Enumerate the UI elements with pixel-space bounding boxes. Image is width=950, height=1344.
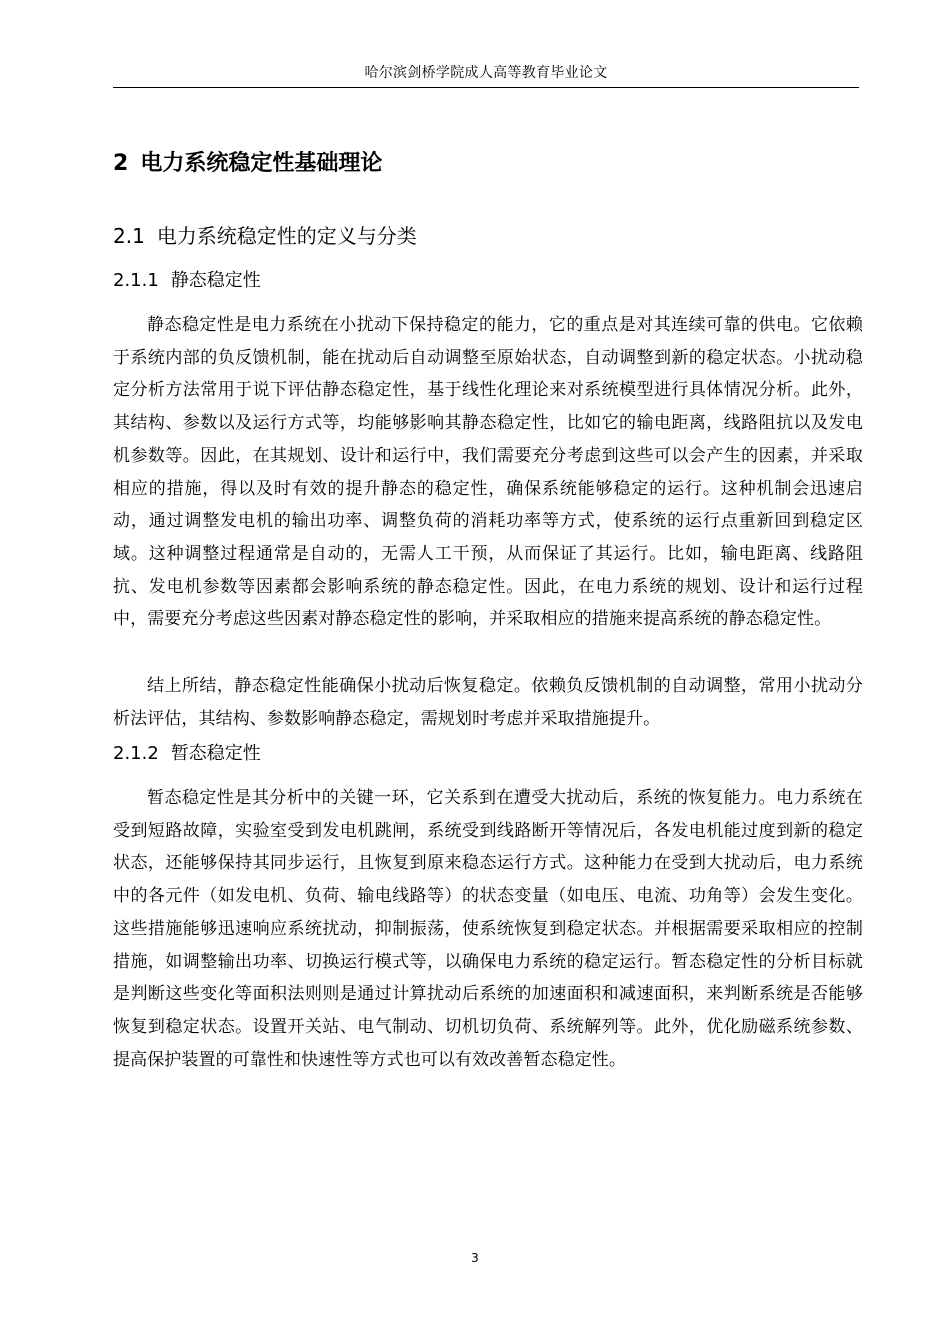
- chapter-title: [113, 149, 382, 179]
- subsection-number: 2.1.1: [113, 270, 159, 291]
- body-paragraph: 静态稳定性是电力系统在小扰动下保持稳定的能力，它的重点是对其连续可靠的供电。它依赖于系统内部的负反馈机制，能在扰动后自动调整至原始状态，自动调整到新的稳定状态。小扰动稳定分析方法常用于说下评估静态稳定性，基于线性化理论来对系统模型进行具体情况分析。此外，其结构、参数以及运行方式等，均能够影响其静态稳定性，比如它的输电距离，线路阻抗以及发电机参数等。因此，在其规划、设计和运行中，我们需要充分考虑到这些可以会产生的因素，并采取相应的措施，得以及时有效的提升静态的稳定性，确保系统能够稳定的运行。这种机制会迅速启动，通过调整发电机的输出功率、调整负荷的消耗功率等方式，使系统的运行点重新回到稳定区域。这种调整过程通常是自动的，无需人工干预，从而保证了其运行。比如，输电距离、线路阻抗、发电机参数等因素都会影响系统的静态稳定性。因此，在电力系统的规划、设计和运行过程中，需要充分考虑这些因素对静态稳定性的影响，并采取相应的措施来提高系统的静态稳定性。: [113, 315, 863, 630]
- subsection-title: [113, 741, 261, 767]
- body-paragraph: 结上所结，静态稳定性能确保小扰动后恢复稳定。依赖负反馈机制的自动调整，常用小扰动分析法评估，其结构、参数影响静态稳定，需规划时考虑并采取措施提升。: [113, 676, 863, 729]
- subsection-title: [113, 268, 261, 294]
- body-paragraph: 暂态稳定性是其分析中的关键一环，它关系到在遭受大扰动后，系统的恢复能力。电力系统在受到短路故障，实验室受到发电机跳闸，系统受到线路断开等情况后，各发电机能过度到新的稳定状态，还能够保持其同步运行，且恢复到原来稳态运行方式。这种能力在受到大扰动后，电力系统中的各元件（如发电机、负荷、输电线路等）的状态变量（如电压、电流、功角等）会发生变化。这些措施能够迅速响应系统扰动，抑制振荡，使系统恢复到稳定状态。并根据需要采取相应的控制措施，如调整输出功率、切换运行模式等，以确保电力系统的稳定运行。暂态稳定性的分析目标就是判断这些变化等面积法则则是通过计算扰动后系统的加速面积和减速面积，来判断系统是否能够恢复到稳定状态。设置开关站、电气制动、切机切负荷、系统解列等。此外，优化励磁系统参数、提高保护装置的可靠性和快速性等方式也可以有效改善暂态稳定性。: [113, 788, 863, 1070]
- section-title: [113, 222, 417, 250]
- chapter-number: 2: [113, 151, 129, 176]
- section-title-text: 电力系统稳定性的定义与分类: [156, 224, 417, 248]
- section-number: 2.1: [113, 224, 145, 248]
- page-number: 3: [471, 1251, 479, 1265]
- subsection-title-text: 暂态稳定性: [170, 743, 261, 764]
- header-rule: [113, 87, 859, 88]
- subsection-title-text: 静态稳定性: [170, 270, 261, 291]
- chapter-title-text: 电力系统稳定性基础理论: [140, 151, 383, 176]
- page-header: 哈尔滨剑桥学院成人高等教育毕业论文: [364, 65, 608, 81]
- subsection-number: 2.1.2: [113, 743, 159, 764]
